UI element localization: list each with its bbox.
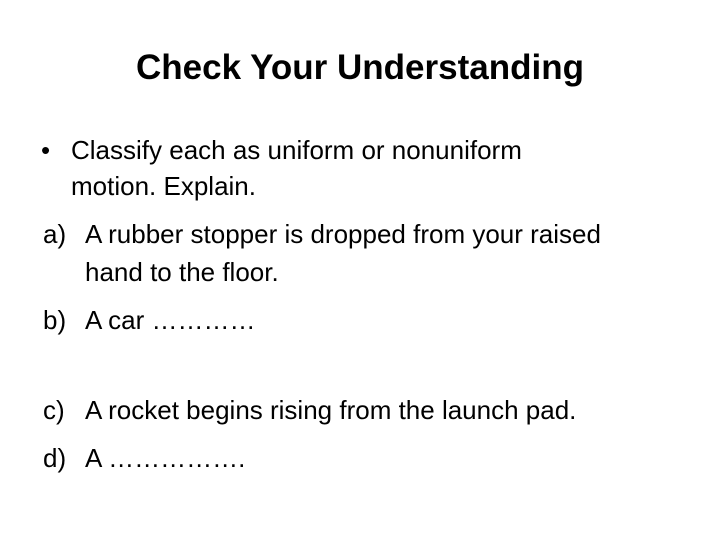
bullet-marker: • (41, 135, 51, 165)
item-c-text: A rocket begins rising from the launch pad. (85, 395, 577, 425)
item-b-marker: b) (43, 305, 67, 335)
item-a-text-line-1: A rubber stopper is dropped from your raised (85, 219, 601, 249)
item-a-marker: a) (43, 219, 67, 249)
item-d-text: A ……………. (85, 443, 246, 473)
bullet-text-line-2: motion. Explain. (71, 171, 256, 201)
item-a-text-line-2: hand to the floor. (85, 257, 279, 287)
bullet-text-line-1: Classify each as uniform or nonuniform (71, 135, 522, 165)
item-b-text: A car ………… (85, 305, 256, 335)
item-d-marker: d) (43, 443, 67, 473)
slide-title: Check Your Understanding (136, 48, 584, 87)
item-c-marker: c) (43, 395, 65, 425)
